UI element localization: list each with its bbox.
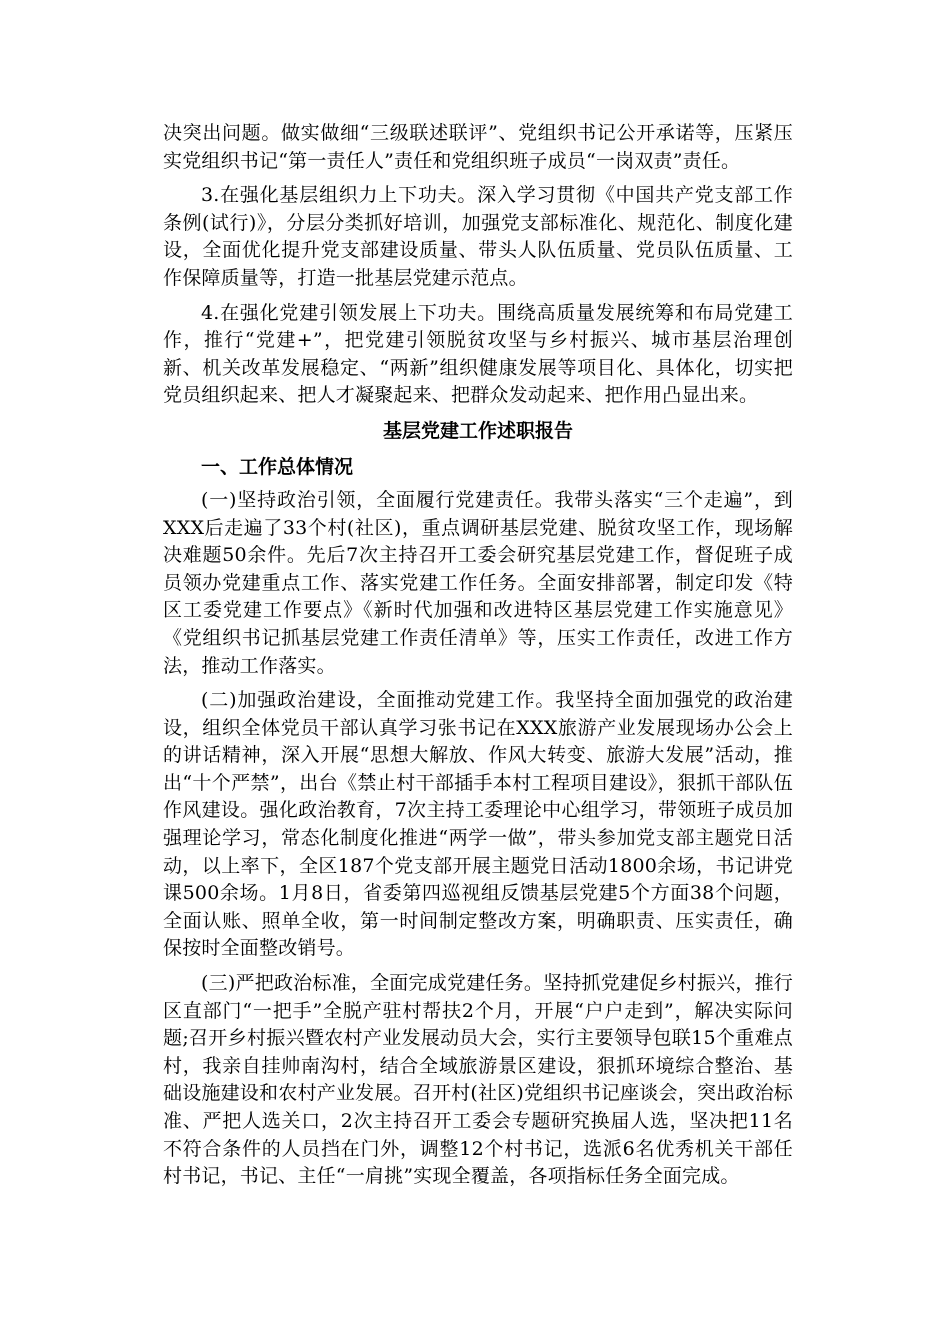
document-page: [163, 120, 793, 1198]
paragraph-item-3: 3.在强化基层组织力上下功夫。深入学习贯彻《中国共产党支部工作条例(试行)》，分层分类抓好培训，加强党支部标准化、规范化、制度化建设，全面优化提升党支部建设质量、带头人队伍质量、党员队伍质量、工作保障质量等，打造一批基层党建示范点。: [163, 184, 793, 289]
report-title: 基层党建工作述职报告: [382, 419, 573, 442]
paragraph-section-3: (三)严把政治标准，全面完成党建任务。坚持抓党建促乡村振兴，推行区直部门“一把手”全脱产驻村帮扶2个月，开展“户户走到”，解决实际问题;召开乡村振兴暨农村产业发展动员大会，实行主要领导包联15个重难点村，我亲自挂帅南沟村，结合全域旅游景区建设，狠抓环境综合整治、基础设施建设和农村产业发展。召开村(社区)党组织书记座谈会，突出政治标准、严把人选关口，2次主持召开工委会专题研究换届人选，坚决把11名不符合条件的人员挡在门外，调整12个村书记，选派6名优秀机关干部任村书记，书记、主任“一肩挑”实现全覆盖，各项指标任务全面完成。: [163, 972, 793, 1188]
paragraph-item-4: 4.在强化党建引领发展上下功夫。围绕高质量发展统筹和布局党建工作，推行“党建+”，把党建引领脱贫攻坚与乡村振兴、城市基层治理创新、机关改革发展稳定、“两新”组织健康发展等项目化、具体化，切实把党员组织起来、把人才凝聚起来、把群众发动起来、把作用凸显出来。: [163, 301, 793, 407]
section-heading: 一、工作总体情况: [201, 455, 354, 478]
paragraph-section-1: (一)坚持政治引领，全面履行党建责任。我带头落实“三个走遍”，到XXX后走遍了33个村(社区)，重点调研基层党建、脱贫攻坚工作，现场解决难题50余件。先后7次主持召开工委会研究基层党建工作，督促班子成员领办党建重点工作、落实党建工作任务。全面安排部署，制定印发《特区工委党建工作要点》《新时代加强和改进特区基层党建工作实施意见》《党组织书记抓基层党建工作责任清单》等，压实工作责任，改进工作方法，推动工作落实。: [163, 488, 793, 677]
paragraph-section-2: (二)加强政治建设，全面推动党建工作。我坚持全面加强党的政治建设，组织全体党员干部认真学习张书记在XXX旅游产业发展现场办公会上的讲话精神，深入开展“思想大解放、作风大转变、旅游大发展”活动，推出“十个严禁”，出台《禁止村干部插手本村工程项目建设》，狠抓干部队伍作风建设。强化政治教育，7次主持工委理论中心组学习，带领班子成员加强理论学习，常态化制度化推进“两学一做”，带头参加党支部主题党日活动，以上率下，全区187个党支部开展主题党日活动1800余场，书记讲党课500余场。1月8日，省委第四巡视组反馈基层党建5个方面38个问题，全面认账、照单全收，第一时间制定整改方案，明确职责、压实责任，确保按时全面整改销号。: [163, 689, 793, 960]
paragraph-continuation: 决突出问题。做实做细“三级联述联评”、党组织书记公开承诺等，压紧压实党组织书记“第一责任人”责任和党组织班子成员“一岗双责”责任。: [163, 122, 793, 172]
